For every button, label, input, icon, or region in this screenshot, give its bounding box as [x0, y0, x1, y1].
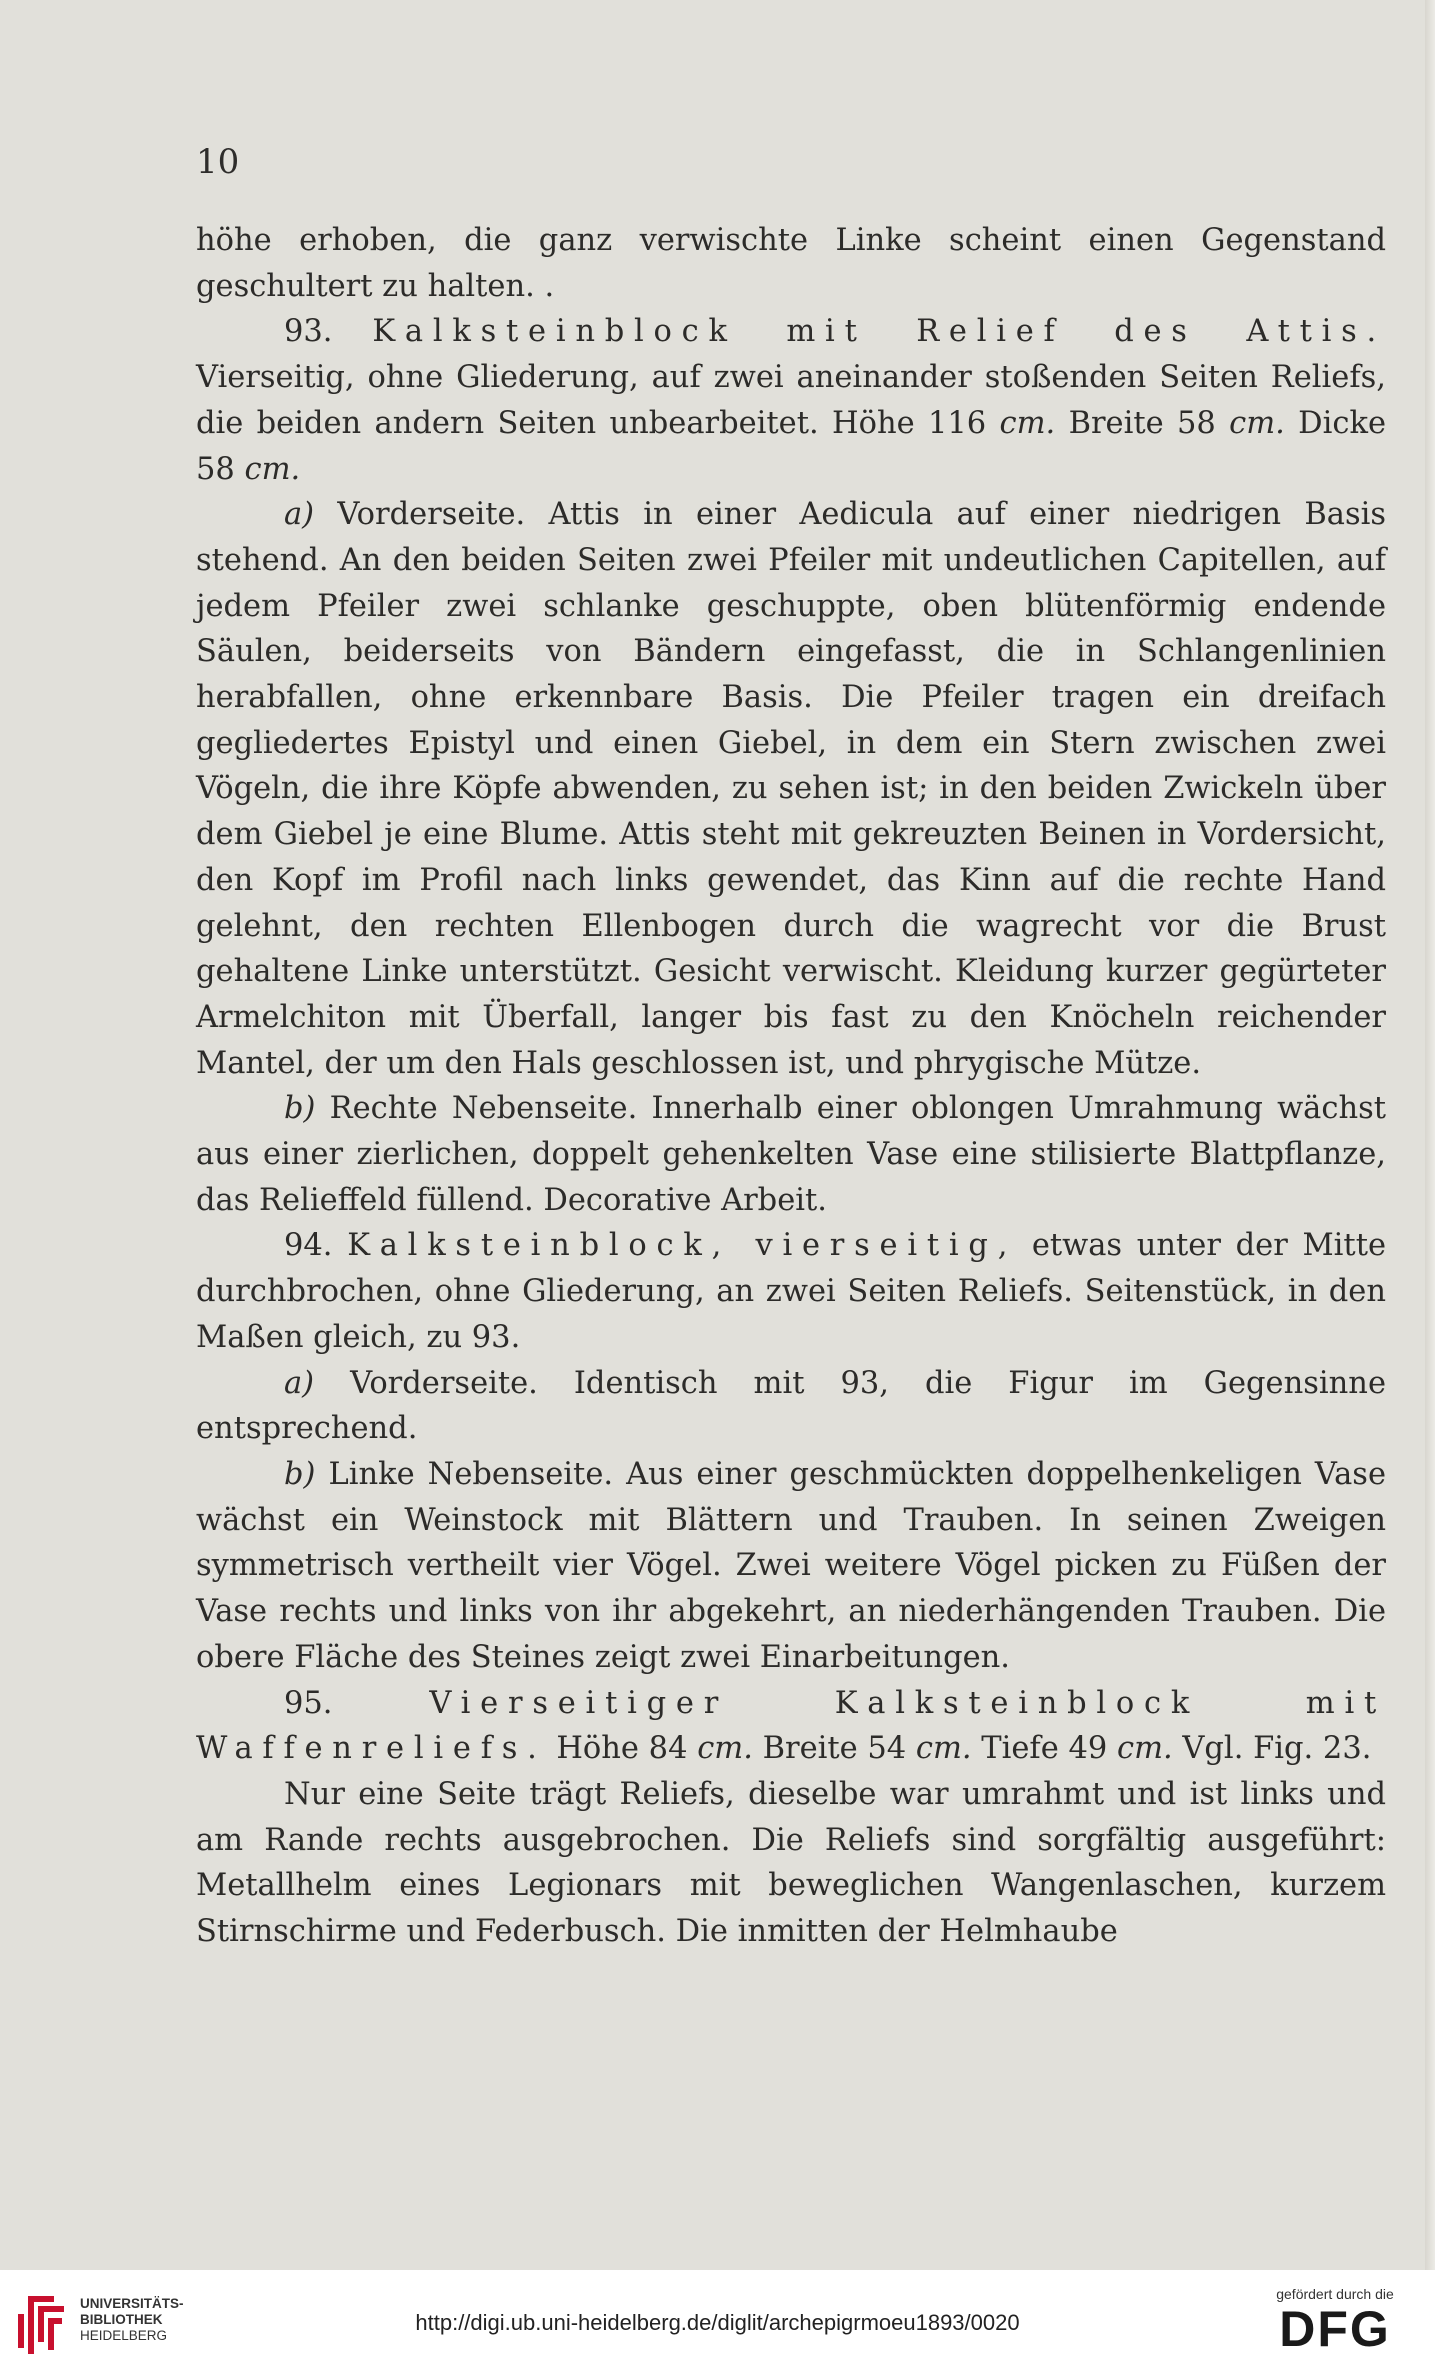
italic-text: cm. [999, 405, 1056, 441]
italic-text: cm. [915, 1731, 972, 1767]
text-run: Höhe 84 [546, 1731, 698, 1767]
library-name-line1: UNIVERSITÄTS- [80, 2296, 184, 2311]
text-run: Tiefe 49 [971, 1731, 1117, 1767]
text-run: Nur eine Seite trägt Reliefs, dieselbe war umrahmt und ist links und am Rande rechts ausgebrochen. Die Reliefs sind sorgfältig ausgeführt: Metallhelm eines Legionars mit beweglichen Wangenlaschen, kurzem Stirnschirme und Federbusch. Die inmitten der Helmhaube [196, 1776, 1386, 1950]
library-name-line3: HEIDELBERG [80, 2328, 168, 2343]
paragraph [196, 492, 1386, 1086]
italic-text: cm. [1229, 405, 1285, 441]
italic-text: cm. [1116, 1731, 1173, 1767]
entry-heading: Kalksteinblock mit Relief des Attis. [372, 314, 1386, 350]
italic-text: a) [284, 1365, 315, 1401]
text-run: 93. [284, 314, 373, 350]
paragraph [196, 1681, 1386, 1772]
paragraph [196, 218, 1386, 309]
page-edge [1425, 0, 1435, 2270]
paragraph [196, 1086, 1386, 1223]
footer-bar [0, 2270, 1435, 2374]
italic-text: cm. [244, 451, 301, 487]
text-run: 95. [284, 1685, 430, 1721]
source-url[interactable]: http://digi.ub.uni-heidelberg.de/diglit/archepigrmoeu1893/0020 [415, 2310, 1020, 2335]
paragraph [196, 1772, 1386, 1955]
italic-text: a) [284, 497, 315, 533]
text-run: etwas unter der Mitte durchbrochen, ohne Gliederung, an zwei Seiten Reliefs. Seitenstück, in den Maßen gleich, zu 93. [196, 1228, 1386, 1355]
text-run: Breite 54 [752, 1731, 916, 1767]
page-number: 10 [196, 142, 240, 182]
text-run: Breite 58 [1055, 405, 1230, 441]
funding-label: gefördert durch die [1276, 2286, 1394, 2302]
funding-credit[interactable] [1255, 2286, 1415, 2356]
italic-text: cm. [697, 1731, 753, 1767]
text-run: Vorderseite. Attis in einer Aedicula auf einer niedrigen Basis stehend. An den beiden Seiten zwei Pfeiler mit undeutlichen Capitellen, auf jedem Pfeiler zwei schlanke geschuppte, oben blütenförmig endende Säulen, beiderseits von Bändern eingefasst, die in Schlangenlinien herabfallen, ohne erkennbare Basis. Die Pfeiler tragen ein dreifach gegliedertes Epistyl und einen Giebel, in dem ein Stern zwischen zwei Vögeln, die ihre Köpfe abwenden, zu sehen ist; in den beiden Zwickeln über dem Giebel je eine Blume. Attis steht mit gekreuzten Beinen in Vordersicht, den Kopf im Profil nach links gewendet, das Kinn auf die rechte Hand gelehnt, den rechten Ellenbogen durch die wagrecht vor die Brust gehaltene Linke unterstützt. Gesicht verwischt. Kleidung kurzer gegürteter Armelchiton mit Überfall, langer bis fast zu den Knöcheln reichender Mantel, der um den Hals geschlossen ist, und phrygische Mütze. [196, 497, 1386, 1081]
text-run: Vierseitig, ohne Gliederung, auf zwei aneinander stoßenden Seiten Reliefs, die beiden andern Seiten unbearbeitet. Höhe 116 [196, 360, 1386, 441]
paragraph [196, 1361, 1386, 1452]
body-text [196, 218, 1386, 1955]
entry-heading: Kalksteinblock, vierseitig, [347, 1228, 1018, 1264]
library-name-line2: BIBLIOTHEK [80, 2312, 163, 2327]
italic-text: b) [284, 1091, 316, 1127]
paragraph [196, 1452, 1386, 1681]
italic-text: b) [284, 1456, 316, 1492]
text-run: höhe erhoben, die ganz verwischte Linke scheint einen Gegenstand geschultert zu halten. . [196, 223, 1386, 304]
text-run: Dicke 58 [196, 405, 1386, 487]
text-run: Vgl. Fig. 23. [1172, 1731, 1372, 1767]
text-run: Linke Nebenseite. Aus einer geschmückten doppelhenkeligen Vase wächst ein Weinstock mit Blättern und Trauben. In seinen Zweigen symmetrisch vertheilt vier Vögel. Zwei weitere Vögel picken zu Füßen der Vase rechts und links von ihr abgekehrt, an niederhängenden Trauben. Die obere Fläche des Steines zeigt zwei Einarbeitungen. [196, 1456, 1386, 1675]
text-run: Vorderseite. Identisch mit 93, die Figur im Gegensinne entsprechend. [196, 1365, 1386, 1447]
paragraph [196, 309, 1386, 492]
text-run: 94. [284, 1228, 348, 1264]
dfg-logo: DFG [1279, 2301, 1391, 2357]
text-run: Rechte Nebenseite. Innerhalb einer oblongen Umrahmung wächst aus einer zierlichen, doppelt gehenkelten Vase eine stilisierte Blattpflanze, das Relieffeld füllend. Decorative Arbeit. [196, 1091, 1386, 1218]
entry-heading: Vierseitiger Kalksteinblock mit Waffenreliefs. [196, 1685, 1386, 1767]
paragraph [196, 1223, 1386, 1360]
